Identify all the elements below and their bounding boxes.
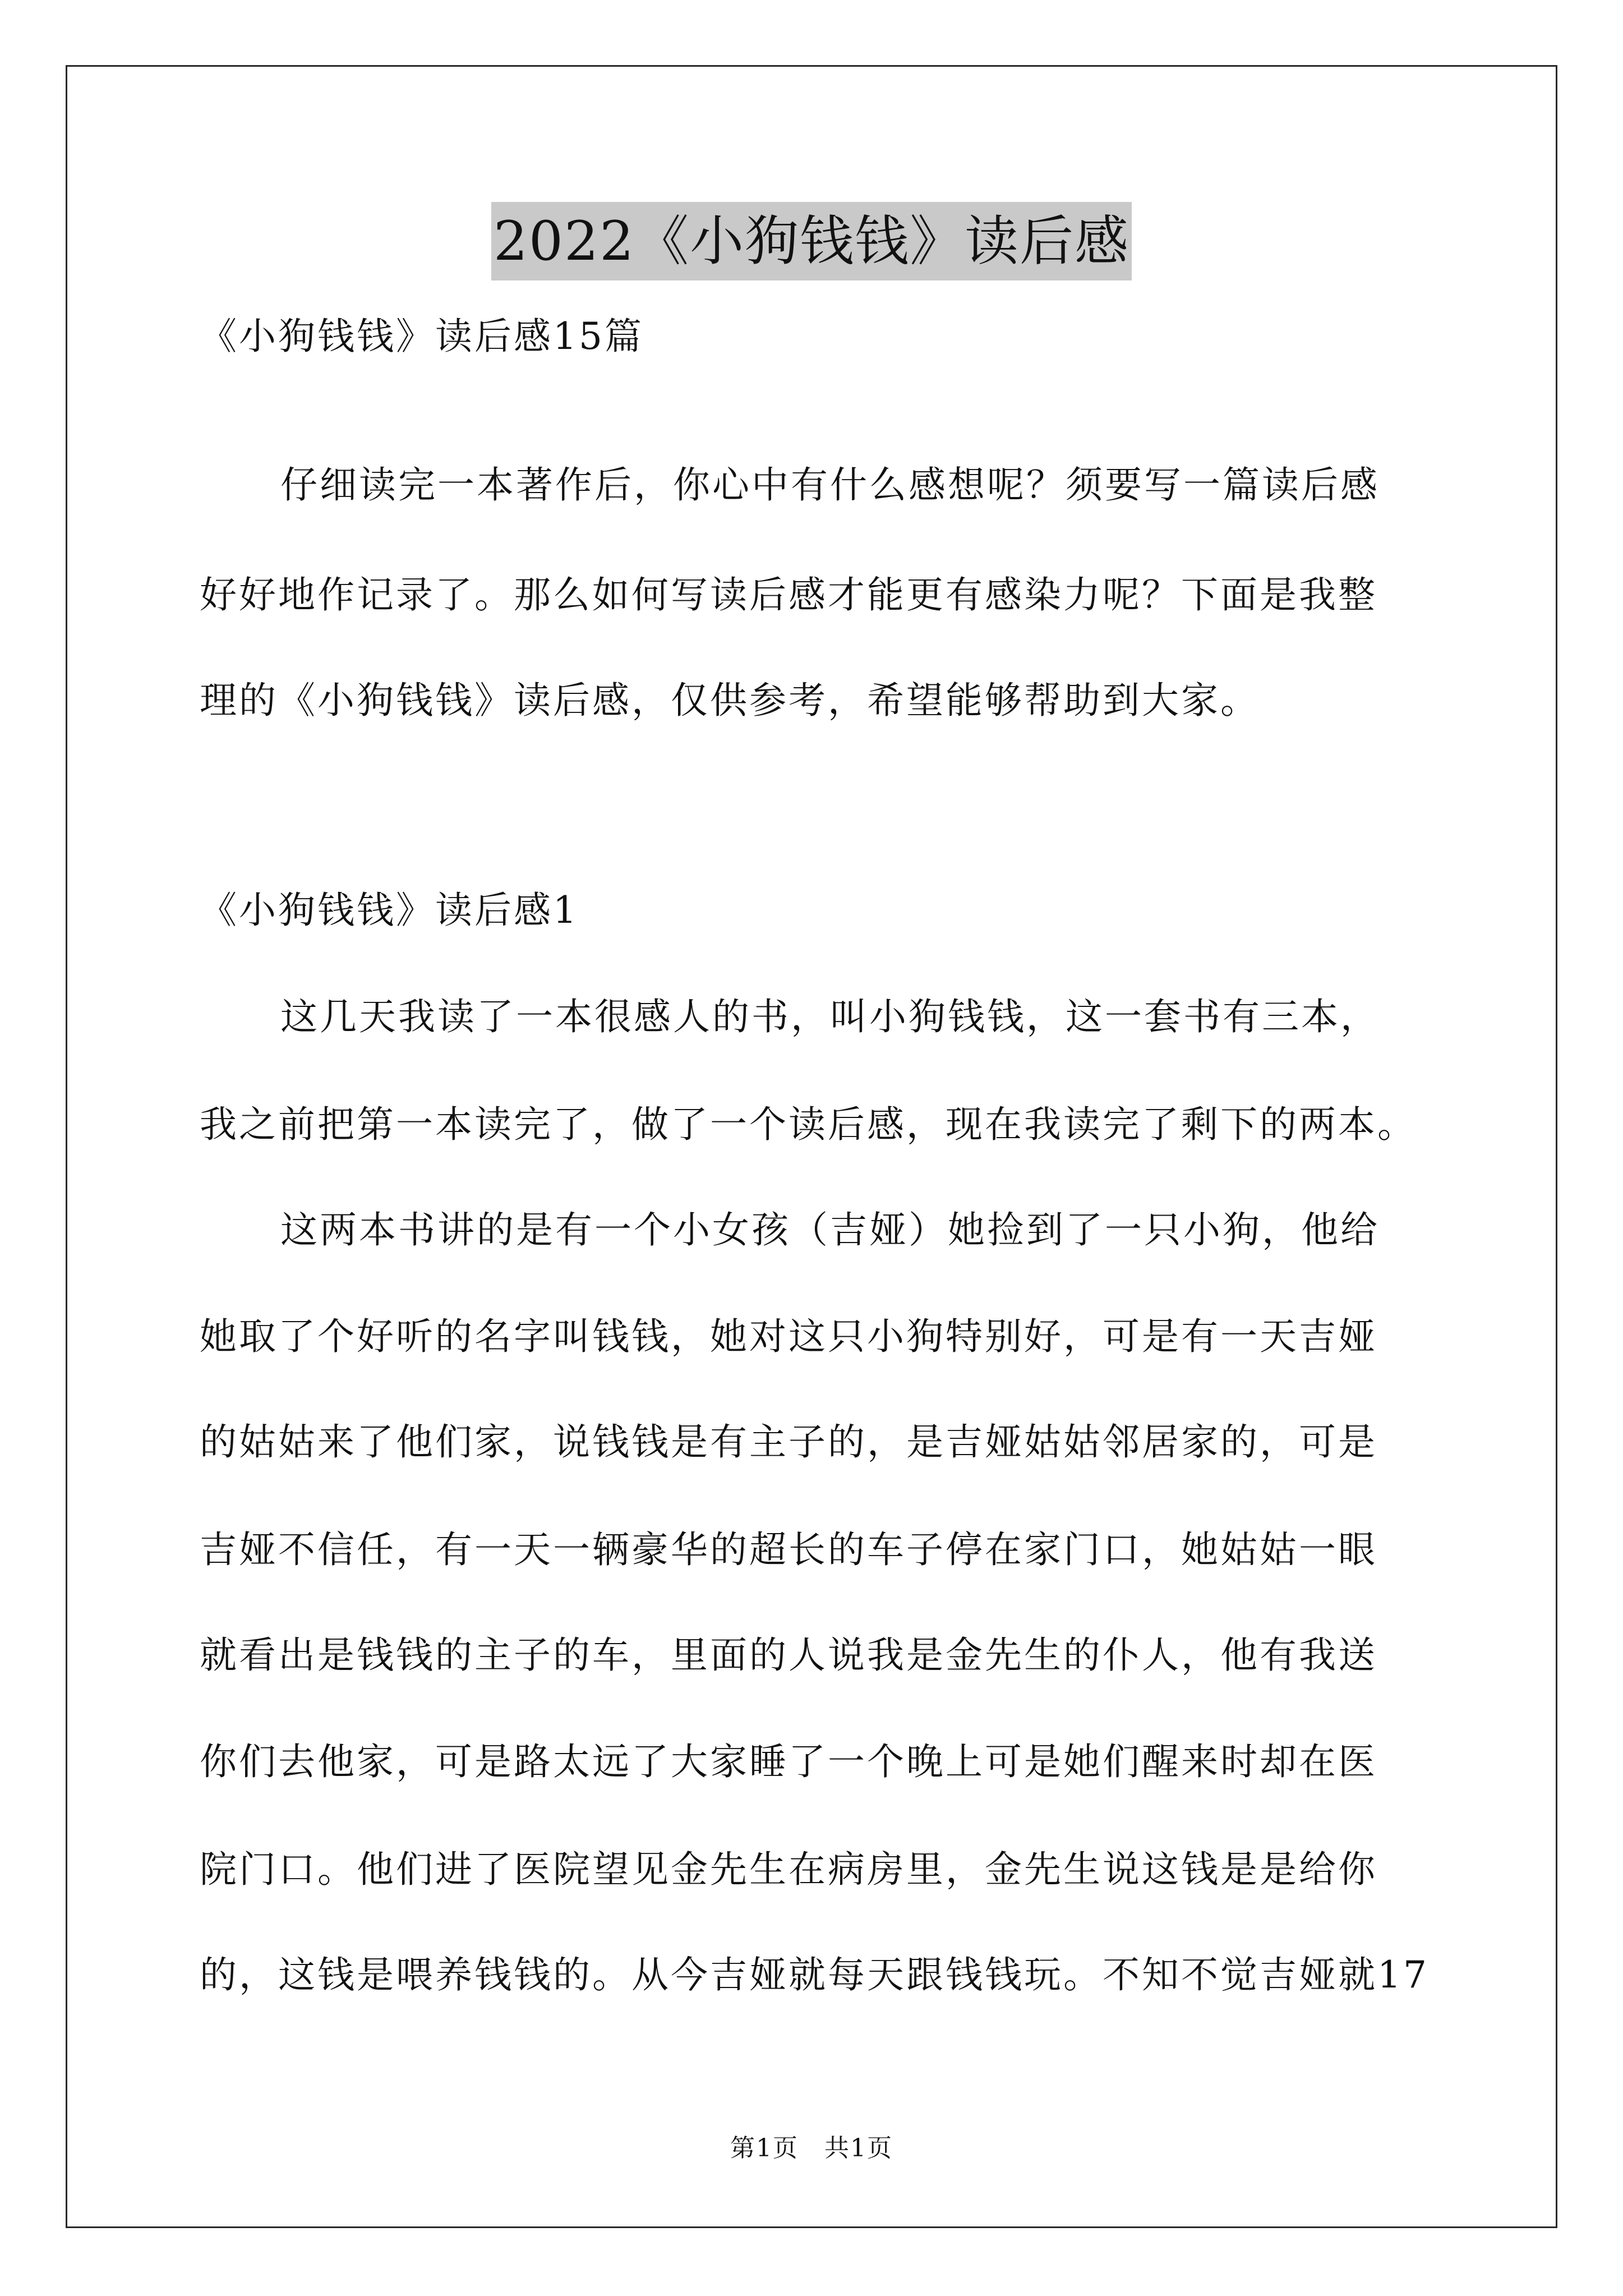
- page-number-footer: 第1页 共1页: [730, 2134, 893, 2162]
- paragraph-line: 我之前把第一本读完了，做了一个读后感，现在我读完了剩下的两本。: [200, 1103, 1417, 1146]
- paragraph-line: 吉娅不信任，有一天一辆豪华的超长的车子停在家门口，她姑姑一眼: [200, 1528, 1377, 1571]
- intro-line: 仔细读完一本著作后，你心中有什么感想呢？须要写一篇读后感: [280, 463, 1380, 507]
- paragraph-line: 这几天我读了一本很感人的书，叫小狗钱钱，这一套书有三本，: [280, 995, 1380, 1038]
- paragraph-line: 这两本书讲的是有一个小女孩（吉娅）她捡到了一只小狗，他给: [280, 1208, 1380, 1251]
- document-subtitle: 《小狗钱钱》读后感15篇: [200, 315, 644, 358]
- paragraph-line: 院门口。他们进了医院望见金先生在病房里，金先生说这钱是是给你: [200, 1848, 1377, 1891]
- paragraph-line: 的姑姑来了他们家，说钱钱是有主子的，是吉娅姑姑邻居家的，可是: [200, 1420, 1377, 1464]
- intro-line: 好好地作记录了。那么如何写读后感才能更有感染力呢？下面是我整: [200, 573, 1377, 616]
- intro-line: 理的《小狗钱钱》读后感，仅供参考，希望能够帮助到大家。: [200, 679, 1260, 722]
- paragraph-line: 你们去他家，可是路太远了大家睡了一个晚上可是她们醒来时却在医: [200, 1740, 1377, 1783]
- paragraph-line: 的，这钱是喂养钱钱的。从今吉娅就每天跟钱钱玩。不知不觉吉娅就17: [200, 1953, 1429, 1996]
- section-heading: 《小狗钱钱》读后感1: [200, 889, 579, 932]
- document-title: [0, 202, 1623, 280]
- document-title-text: 2022《小狗钱钱》读后感: [491, 202, 1132, 280]
- paragraph-line: 就看出是钱钱的主子的车，里面的人说我是金先生的仆人，他有我送: [200, 1634, 1377, 1677]
- paragraph-line: 她取了个好听的名字叫钱钱，她对这只小狗特别好，可是有一天吉娅: [200, 1315, 1377, 1358]
